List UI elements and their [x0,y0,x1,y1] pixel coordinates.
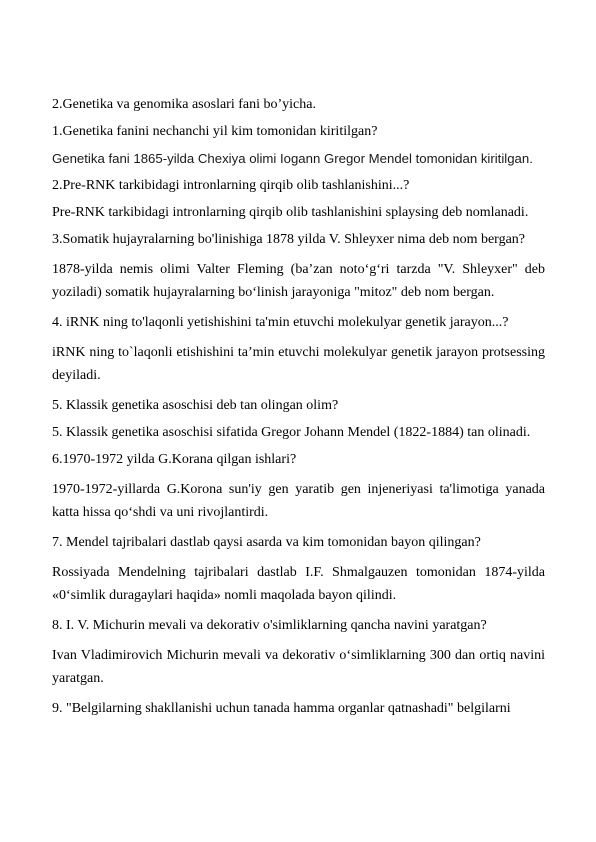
answer-7: Rossiyada Mendelning tajribalari dastlab I.F. Shmalgauzen tomonidan 1874-yilda «0‘simlik duragaylari haqida» nomli maqolada bayon qilindi. [52,565,545,603]
question-6: 6.1970-1972 yilda G.Korana qilgan ishlari? [52,452,297,467]
question-2: 2.Pre-RNK tarkibidagi intronlarning qirqib olib tashlanishini...? [52,178,410,193]
question-8: 8. I. V. Michurin mevali va dekorativ o'simliklarning qancha navini yaratgan? [52,618,487,633]
answer-1: Genetika fani 1865-yilda Chexiya olimi Iogann Gregor Mendel tomonidan kiritilgan. [52,151,533,166]
answer-4: iRNK ning to`laqonli etishishini ta’min etuvchi molekulyar genetik jarayon protsessing deyiladi. [52,345,545,383]
answer-8: Ivan Vladimirovich Michurin mevali va dekorativ o‘simliklarning 300 dan ortiq navini yaratgan. [52,648,545,686]
question-5: 5. Klassik genetika asoschisi deb tan olingan olim? [52,398,339,413]
question-7: 7. Mendel tajribalari dastlab qaysi asarda va kim tomonidan bayon qilingan? [52,535,481,550]
document-heading: 2.Genetika va genomika asoslari fani bo’yicha. [52,97,316,112]
question-1: 1.Genetika fanini nechanchi yil kim tomonidan kiritilgan? [52,124,378,139]
answer-3: 1878-yilda nemis olimi Valter Fleming (ba’zan noto‘g‘ri tarzda "V. Shleyxer" deb yoziladi) somatik hujayralarning bo‘linish jarayoniga "mitoz" deb nom bergan. [52,262,545,300]
question-3: 3.Somatik hujayralarning bo'linishiga 1878 yilda V. Shleyxer nima deb nom bergan? [52,232,526,247]
document-body [52,96,545,727]
answer-2: Pre-RNK tarkibidagi intronlarning qirqib olib tashlanishini splaysing deb nomlanadi. [52,205,529,220]
question-4: 4. iRNK ning to'laqonli yetishishini ta'min etuvchi molekulyar genetik jarayon...? [52,315,509,330]
question-9: 9. "Belgilarning shakllanishi uchun tanada hamma organlar qatnashadi" belgilarni [52,701,511,716]
answer-6: 1970-1972-yillarda G.Korona sun'iy gen yaratib gen injeneriyasi ta'limotiga yanada katta hissa qo‘shdi va uni rivojlantirdi. [52,482,545,520]
answer-5: 5. Klassik genetika asoschisi sifatida Gregor Johann Mendel (1822-1884) tan olinadi. [52,425,531,440]
